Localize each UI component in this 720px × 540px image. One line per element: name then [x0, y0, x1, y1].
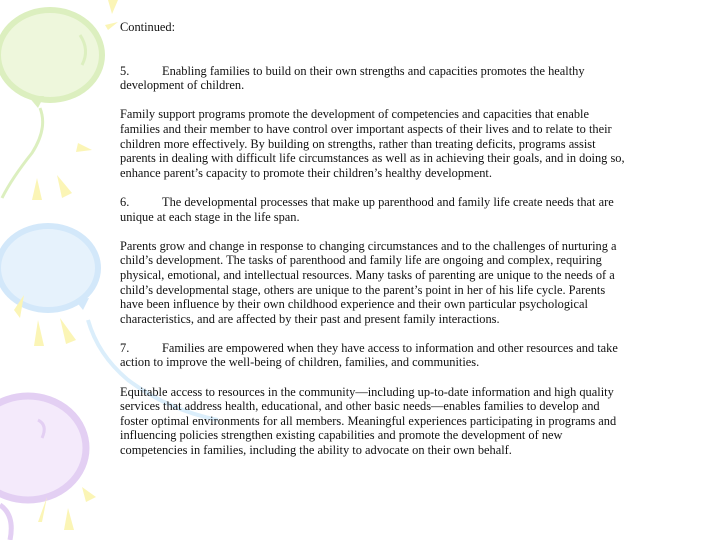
document-page — [120, 20, 630, 458]
continued-heading: Continued: — [120, 20, 176, 34]
principle-text: Enabling families to build on their own strengths and capacities promotes the healthy development of children. — [120, 63, 585, 93]
principle-text: Families are empowered when they have access to information and other resources and take action to improve the well-being of children, families, and communities. — [120, 340, 618, 370]
principle-statement — [120, 195, 630, 224]
principle-number: 5. — [120, 63, 130, 78]
principle-statement — [120, 341, 630, 370]
green-balloon-icon — [0, 10, 102, 198]
principle-section-7 — [120, 341, 630, 458]
principle-body: Family support programs promote the development of competencies and capacities that enable families and their member to have control over important aspects of their lives and to relate to their children more effectively. By building on strengths, rather than treating deficits, programs assist parents in dealing with difficult life circumstances as well as in achieving their goals, and in doing so, enhance parent’s capacity to promote their children’s healthy development. — [120, 107, 625, 180]
principle-section-6 — [120, 195, 630, 326]
purple-balloon-icon — [0, 396, 86, 540]
principle-section-5 — [120, 64, 630, 181]
principle-number: 7. — [120, 340, 130, 355]
principle-number: 6. — [120, 194, 130, 209]
principle-text: The developmental processes that make up parenthood and family life create needs that are unique at each stage in the life span. — [120, 194, 614, 224]
principle-body: Parents grow and change in response to changing circumstances and to the challenges of nurturing a child’s development. The tasks of parenthood and family life are ongoing and complex, requiring physical, emotional, and intellectual resources. Many tasks of parenting are unique to the needs of a child’s developmental stage, others are unique to the parent’s point in her of his life cycle. Parents have been influence by their own childhood experience and their own particular psychological characteristics, and are affected by their past and present family interactions. — [120, 238, 617, 326]
principle-body: Equitable access to resources in the community—including up-to-date information and high quality services that address health, educational, and other basic needs—enables families to develop and foster optimal environments for all members. Meaningful experiences participating in programs and influencing policies strengthen existing capabilities and promote the development of new competencies in families, including the ability to advocate on their own behalf. — [120, 384, 617, 458]
principle-statement — [120, 64, 630, 93]
